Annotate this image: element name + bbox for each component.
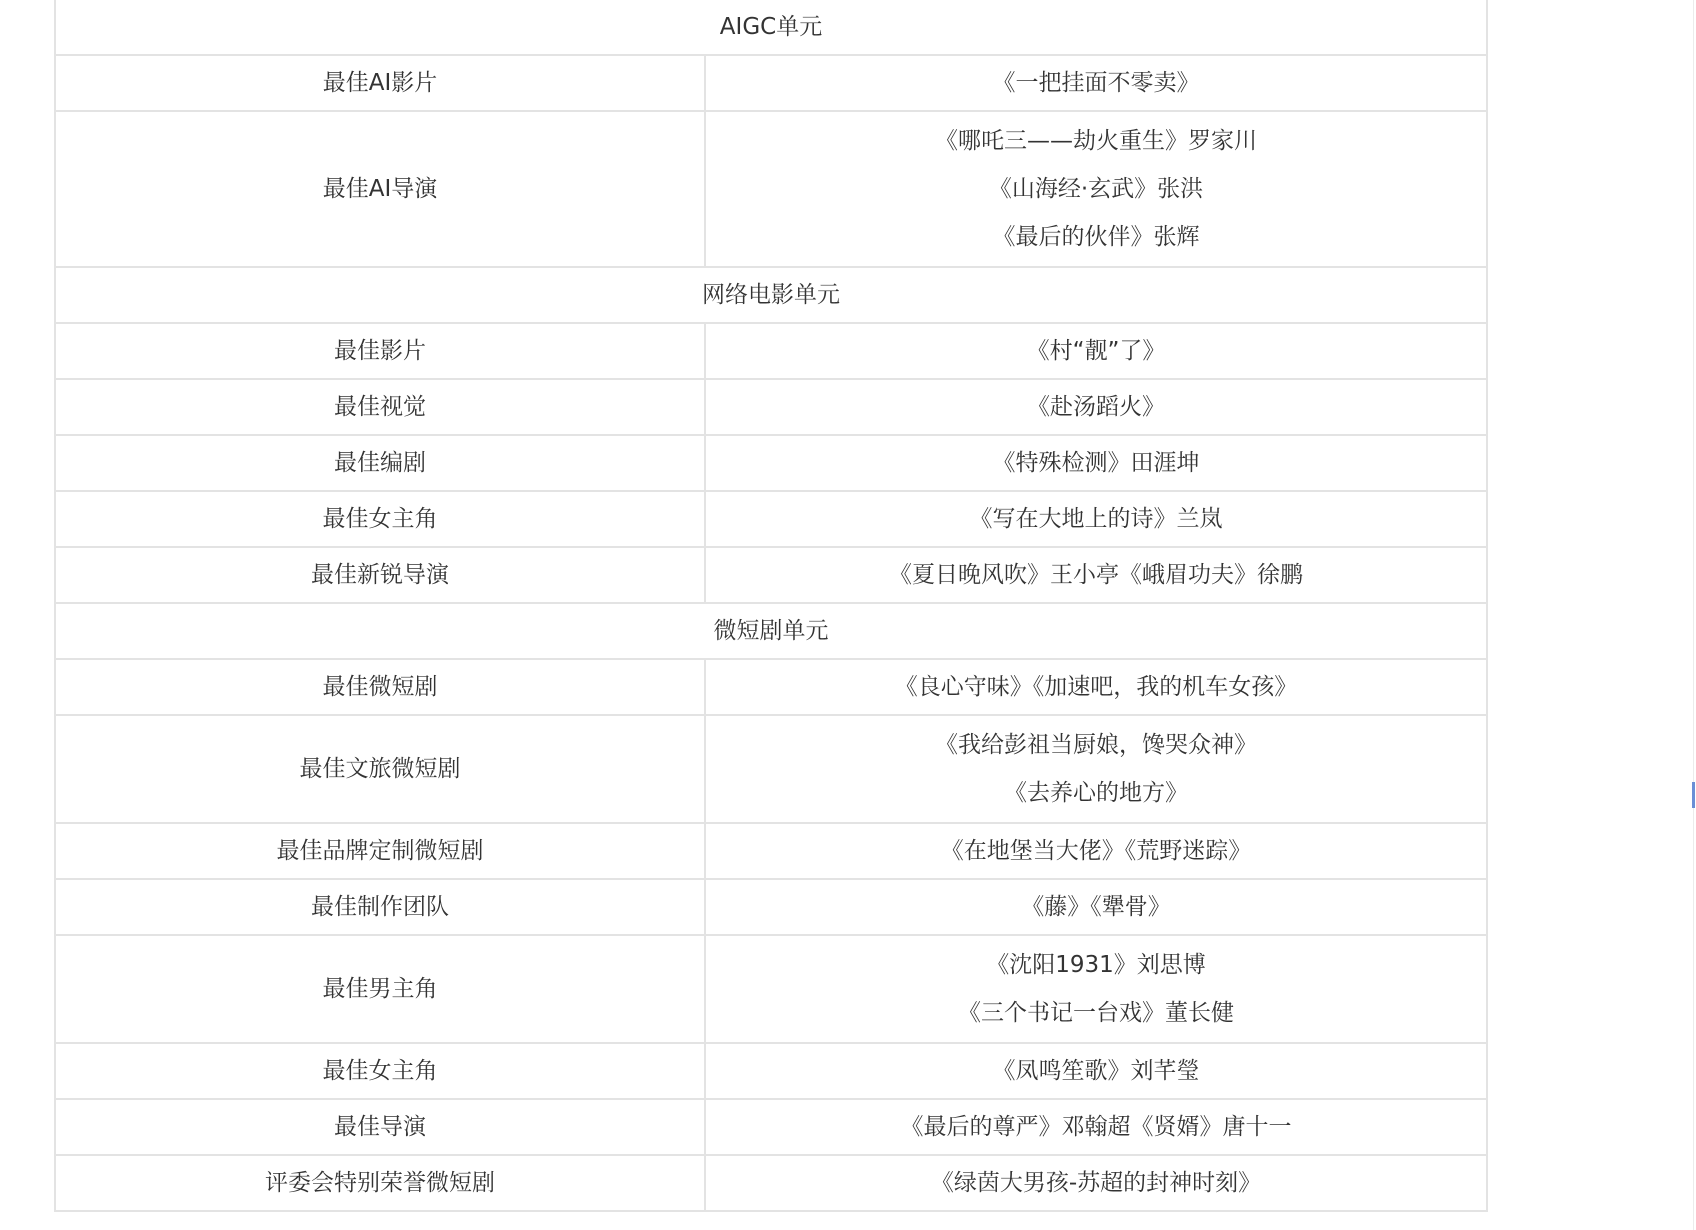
- winner-entry: 《写在大地上的诗》兰岚: [969, 506, 1223, 532]
- winner-entry: 《在地堡当大佬》《荒野迷踪》: [940, 838, 1252, 864]
- winner-entry: 《沈阳1931》刘思博: [986, 952, 1206, 978]
- winner-cell: [705, 547, 1487, 603]
- awards-table-container: [54, 0, 1486, 1212]
- award-name: 最佳新锐导演: [55, 547, 705, 603]
- table-row: [55, 823, 1487, 879]
- winner-entry: 《哪吒三——劫火重生》罗家川: [935, 128, 1257, 154]
- awards-table: [54, 0, 1488, 1212]
- award-name: 最佳制作团队: [55, 879, 705, 935]
- winner-entry: 《夏日晚风吹》王小亭《峨眉功夫》徐鹏: [889, 562, 1303, 588]
- award-name: 最佳导演: [55, 1099, 705, 1155]
- table-row: [55, 55, 1487, 111]
- table-row: [55, 1043, 1487, 1099]
- award-name: 最佳文旅微短剧: [55, 715, 705, 823]
- table-row: [55, 715, 1487, 823]
- scrollbar-marker[interactable]: [1692, 782, 1695, 808]
- winner-entry: 《绿茵大男孩-苏超的封神时刻》: [930, 1170, 1262, 1196]
- winner-entry: 《良心守味》《加速吧，我的机车女孩》: [894, 674, 1298, 700]
- winner-cell: [705, 1155, 1487, 1211]
- winner-cell: [705, 823, 1487, 879]
- winner-entry: 《赴汤蹈火》: [1027, 394, 1165, 420]
- award-name: 最佳AI影片: [55, 55, 705, 111]
- award-name: 最佳微短剧: [55, 659, 705, 715]
- winner-cell: [705, 715, 1487, 823]
- winner-cell: [705, 1043, 1487, 1099]
- award-name: 最佳男主角: [55, 935, 705, 1043]
- winner-entry: 《最后的尊严》邓翰超《贤婿》唐十一: [900, 1114, 1292, 1140]
- winner-entry: 《最后的伙伴》张辉: [992, 224, 1200, 250]
- table-row: [55, 659, 1487, 715]
- winner-cell: [705, 1099, 1487, 1155]
- table-row: [55, 1155, 1487, 1211]
- winner-cell: [705, 323, 1487, 379]
- winner-entry: 《特殊检测》田涯坤: [992, 450, 1200, 476]
- section-title: AIGC单元: [55, 0, 1487, 55]
- award-name: 最佳品牌定制微短剧: [55, 823, 705, 879]
- table-row: [55, 379, 1487, 435]
- table-row: [55, 935, 1487, 1043]
- winner-entry: 《山海经·玄武》张洪: [988, 176, 1204, 202]
- section-header-row: [55, 603, 1487, 659]
- winner-entry: 《凤鸣笙歌》刘芊瑩: [992, 1058, 1200, 1084]
- section-header-row: [55, 0, 1487, 55]
- winner-cell: [705, 879, 1487, 935]
- winner-entry: 《我给彭祖当厨娘，馋哭众神》: [935, 732, 1257, 758]
- section-title: 网络电影单元: [55, 267, 1487, 323]
- table-row: [55, 547, 1487, 603]
- table-row: [55, 879, 1487, 935]
- winner-cell: [705, 935, 1487, 1043]
- page-right-divider: [1693, 0, 1694, 1230]
- winner-entry: 《一把挂面不零卖》: [992, 70, 1200, 96]
- table-row: [55, 1099, 1487, 1155]
- winner-cell: [705, 55, 1487, 111]
- award-name: 最佳女主角: [55, 1043, 705, 1099]
- winner-entry: 《三个书记一台戏》董长健: [958, 1000, 1234, 1026]
- table-row: [55, 435, 1487, 491]
- award-name: 最佳AI导演: [55, 111, 705, 267]
- award-name: 最佳影片: [55, 323, 705, 379]
- section-title: 微短剧单元: [55, 603, 1487, 659]
- winner-cell: [705, 111, 1487, 267]
- table-row: [55, 323, 1487, 379]
- winner-cell: [705, 435, 1487, 491]
- award-name: 最佳女主角: [55, 491, 705, 547]
- table-row: [55, 111, 1487, 267]
- winner-entry: 《村“靓”了》: [1026, 338, 1166, 364]
- winner-cell: [705, 491, 1487, 547]
- winner-entry: 《藤》《犟骨》: [1021, 894, 1171, 920]
- section-header-row: [55, 267, 1487, 323]
- award-name: 最佳视觉: [55, 379, 705, 435]
- winner-entry: 《去养心的地方》: [1004, 780, 1188, 806]
- winner-cell: [705, 659, 1487, 715]
- winner-cell: [705, 379, 1487, 435]
- table-row: [55, 491, 1487, 547]
- award-name: 最佳编剧: [55, 435, 705, 491]
- award-name: 评委会特别荣誉微短剧: [55, 1155, 705, 1211]
